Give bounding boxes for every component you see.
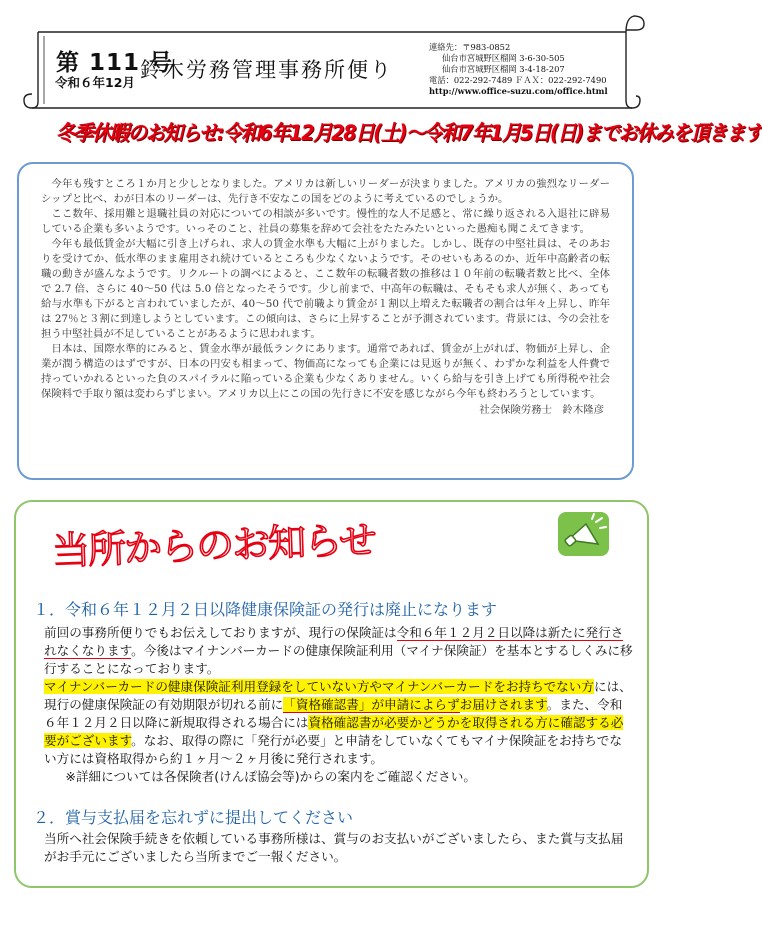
contact-phone-fax: 電話：022-292-7489 ＦＡＸ：022-292-7490	[429, 75, 607, 86]
notice-title: 当所からのお知らせ	[51, 517, 376, 574]
article-paragraph: 日本は、国際水準的にみると、賃金水準が最低ランクにあります。通常であれば、賃金が上がれば、物価が上昇し、企業が潤う構造のはずですが、日本の円安も相まって、物価高になっても企業には見返りが無く、わずかな利益を人件費で持っていかれるといった負のスパイラルに陥っている企業も少なくありません。いくら給与を引き上げても所得税や社会保険料で手取り額は変わらずじまい。アメリカ以上にこの国の先行きに不安を感じながら今年も終わろうとしています。	[41, 343, 610, 400]
contact-address-2: 仙台市宮城野区榴岡 3-4-18-207	[442, 64, 565, 75]
megaphone-icon	[556, 510, 611, 558]
section-1-paragraph-2	[44, 678, 634, 768]
text-run: 前回の事務所便りでもお伝えしておりますが、現行の保険証は	[44, 625, 397, 640]
section-1-note: ※詳細については各保険者(けんぽ協会等)からの案内をご確認ください。	[65, 769, 476, 784]
section-2-heading: ２．賞与支払届を忘れずに提出してください	[33, 808, 354, 827]
issue-number: 第 111 号	[56, 50, 174, 76]
text-run: には、現行の健康保険証の有効期限が切れる前に	[44, 679, 632, 712]
article-paragraph: 今年も最低賃金が大幅に引き上げられ、求人の賃金水準も大幅に上がりました。しかし、既存の中堅社員は、そのあおりを受けてか、低水準のまま雇用され続けているところも少なくないようです。そのせいもあるのか、近年中高齢者の転職の動きが盛んなようです。リクルートの調べによると、ここ数年の転職者数の推移は１０年前の転職者数と比べ、全体で 2.7 倍、さらに 40〜50 代は 5.0 倍となったそうです。少し前まで、中高年の転職は、そもそも求人が無く、あっても給与水準も下がると言われていましたが、40〜50 代で前職より賃金が１割以上増えた転職者の割合は年々上昇し、昨年は 27％と３割に到達しようとしています。この傾向は、さらに上昇することが予測されています。背景には、今の会社を担う中堅社員が不足していることがあるように思われます。	[41, 238, 610, 340]
contact-address-1: 仙台市宮城野区榴岡 3-6-30-505	[442, 53, 565, 64]
article-paragraph: 今年も残すところ１か月と少しとなりました。アメリカは新しいリーダーが決まりました。アメリカの強烈なリーダーシップと比べ、わが日本のリーダーは、先行き不安なこの国をどのように考えているのでしょうか。	[41, 178, 610, 205]
contact-postal: 連絡先：〒983-0852	[429, 42, 511, 52]
text-run: 。今後はマイナンバーカードの健康保険証利用（マイナ保険証）を基本とするしくみに移行することになっております。	[44, 643, 633, 676]
holiday-announcement: 冬季休暇のお知らせ:令和6年12月28日(土)〜令和7年1月5日(日)までお休みを頂きます	[56, 121, 762, 145]
section-1-paragraph-1	[44, 624, 634, 678]
section-1-body	[44, 624, 634, 786]
issue-date: 令和６年12月	[55, 75, 135, 90]
article-paragraph: ここ数年、採用難と退職社員の対応についての相談が多いです。慢性的な人不足感と、常に繰り返される入退社に辟易している企業も多いようです。いっそのこと、社員の募集を辞めて会社をたたみたいといった愚痴も聞こえてきます。	[41, 208, 610, 235]
director-column	[17, 162, 634, 480]
highlighted-text: お届けされます	[459, 697, 547, 712]
article-signature: 社会保険労務士 鈴木隆彦	[479, 404, 604, 416]
section-1-heading: １．令和６年１２月２日以降健康保険証の発行は廃止になります	[33, 600, 498, 619]
underlined-text: 令和６年１２月２日以降は新たに発行されなくなります	[44, 625, 624, 658]
highlighted-underlined-text: 「資格確認書」が申請によらず	[283, 697, 460, 712]
text-run: 。また、令和６年１２月２日以降に新規取得される場合には	[44, 697, 623, 730]
notice-title-graphic	[48, 507, 376, 577]
website-link[interactable]: http://www.office-suzu.com/office.html	[429, 86, 608, 97]
highlighted-text: 資格確認書が必要かどうかを取得される方に確認する必要がございます	[44, 715, 624, 748]
text-run: 。なお、取得の際に「発行が必要」と申請をしていなくてもマイナ保険証をお持ちでない方には資格取得から約１ヶ月〜２ヶ月後に発行されます。	[44, 733, 622, 766]
section-2-body: 当所へ社会保険手続きを依頼している事務所様は、賞与のお支払いがございましたら、また賞与支払届がお手元にございましたら当所までご一報ください。	[44, 831, 624, 864]
newsletter-title: 鈴木労務管理事務所便り	[140, 58, 393, 82]
contact-block	[429, 42, 629, 97]
highlighted-text: マイナンバーカードの健康保険証利用登録をしていない方やマイナンバーカードをお持ちでない方	[44, 679, 594, 694]
